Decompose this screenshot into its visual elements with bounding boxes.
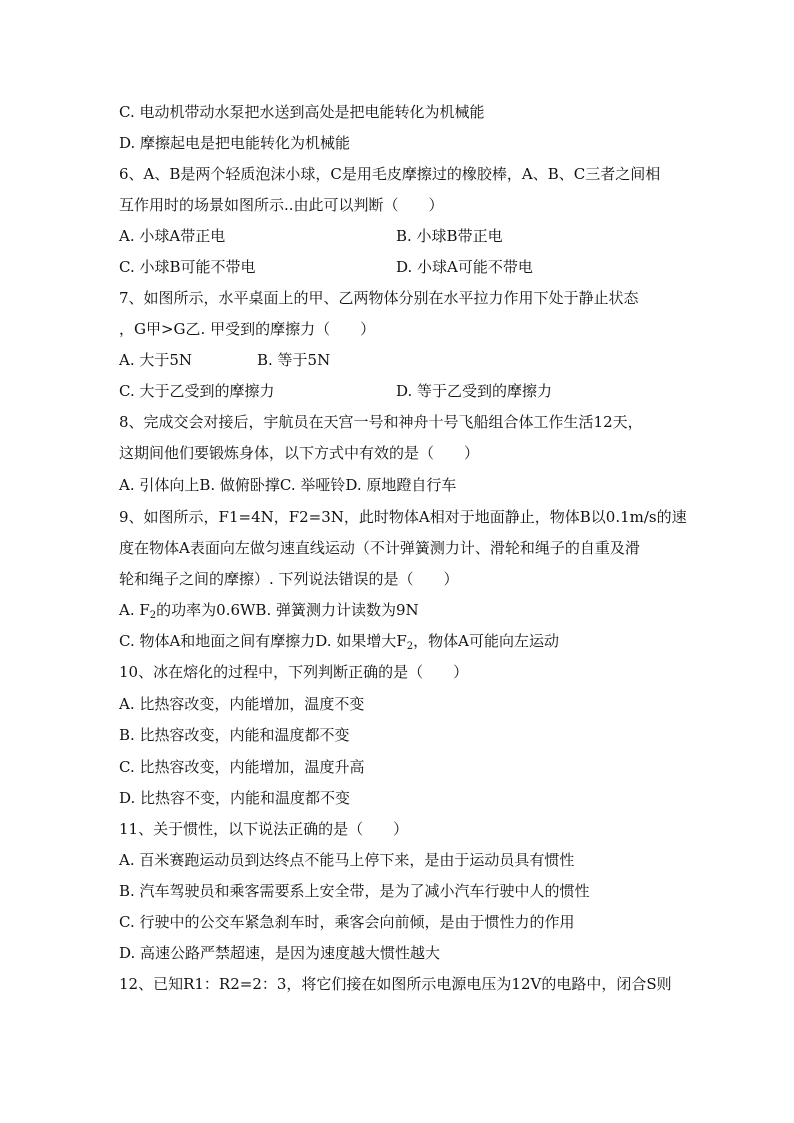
q9-ab-text-pre: A. F	[119, 601, 150, 619]
q7-option-d: D. 等于乙受到的摩擦力	[396, 382, 553, 400]
q10-option-c: C. 比热容改变，内能增加，温度升高	[119, 758, 365, 776]
q7-stem-line2: ，G甲>G乙. 甲受到的摩擦力（ ）	[119, 320, 376, 338]
q9-cd-subscript: 2	[406, 641, 414, 652]
q9-ab-subscript: 2	[149, 610, 157, 621]
q6-option-b: B. 小球B带正电	[396, 227, 503, 245]
q12-stem-line1: 12、已知R1：R2=2：3，将它们接在如图所示电源电压为12V的电路中，闭合S则	[119, 975, 672, 993]
q9-ab-text-post: 的功率为0.6WB. 弹簧测力计读数为9N	[156, 601, 419, 619]
q6-stem-line1: 6、A、B是两个轻质泡沫小球，C是用毛皮摩擦过的橡胶棒，A、B、C三者之间相	[119, 165, 661, 183]
q8-stem-line2: 这期间他们要锻炼身体，以下方式中有效的是（ ）	[119, 444, 480, 462]
q7-option-a: A. 大于5N	[119, 351, 193, 369]
q6-option-d: D. 小球A可能不带电	[396, 258, 533, 276]
q9-stem-line2: 度在物体A表面向左做匀速直线运动（不计弹簧测力计、滑轮和绳子的自重及滑	[119, 539, 640, 557]
q9-cd-text-pre: C. 物体A和地面之间有摩擦力D. 如果增大F	[119, 632, 407, 650]
q11-stem: 11、关于惯性，以下说法正确的是（ ）	[119, 820, 409, 838]
q11-option-d: D. 高速公路严禁超速，是因为速度越大惯性越大	[119, 944, 441, 962]
q11-option-b: B. 汽车驾驶员和乘客需要系上安全带，是为了减小汽车行驶中人的惯性	[119, 882, 590, 900]
q5-option-d: D. 摩擦起电是把电能转化为机械能	[119, 134, 351, 152]
q10-option-a: A. 比热容改变，内能增加，温度不变	[119, 695, 365, 713]
q6-stem-line2: 互作用时的场景如图所示..由此可以判断（ ）	[119, 196, 444, 214]
q8-stem-line1: 8、完成交会对接后，宇航员在天宫一号和神舟十号飞船组合体工作生活12天，	[119, 413, 643, 431]
q6-option-c: C. 小球B可能不带电	[119, 258, 256, 276]
q11-option-a: A. 百米赛跑运动员到达终点不能马上停下来，是由于运动员具有惯性	[119, 851, 575, 869]
q9-cd-text-post: ，物体A可能向左运动	[413, 632, 559, 650]
q7-option-c: C. 大于乙受到的摩擦力	[119, 382, 275, 400]
q7-stem-line1: 7、如图所示，水平桌面上的甲、乙两物体分别在水平拉力作用下处于静止状态	[119, 289, 639, 307]
q6-options-cd	[119, 257, 533, 277]
q6-options-ab	[119, 226, 503, 246]
q9-options-ab	[119, 600, 419, 620]
q7-options-ab	[119, 350, 331, 370]
q5-option-c: C. 电动机带动水泵把水送到高处是把电能转化为机械能	[119, 103, 485, 121]
q9-stem-line3: 轮和绳子之间的摩擦）. 下列说法错误的是（ ）	[119, 570, 459, 588]
q7-option-b: B. 等于5N	[257, 351, 331, 369]
q8-options: A. 引体向上B. 做俯卧撑C. 举哑铃D. 原地蹬自行车	[119, 476, 457, 494]
q10-option-b: B. 比热容改变，内能和温度都不变	[119, 726, 350, 744]
q9-stem-line1: 9、如图所示，F1=4N，F2=3N，此时物体A相对于地面静止，物体B以0.1m/s的速	[119, 508, 687, 526]
q10-option-d: D. 比热容不变，内能和温度都不变	[119, 789, 351, 807]
q7-options-cd	[119, 381, 553, 401]
q10-stem: 10、冰在熔化的过程中，下列判断正确的是（ ）	[119, 663, 469, 681]
q6-option-a: A. 小球A带正电	[119, 227, 226, 245]
q9-options-cd	[119, 631, 559, 651]
q11-option-c: C. 行驶中的公交车紧急刹车时，乘客会向前倾，是由于惯性力的作用	[119, 913, 575, 931]
